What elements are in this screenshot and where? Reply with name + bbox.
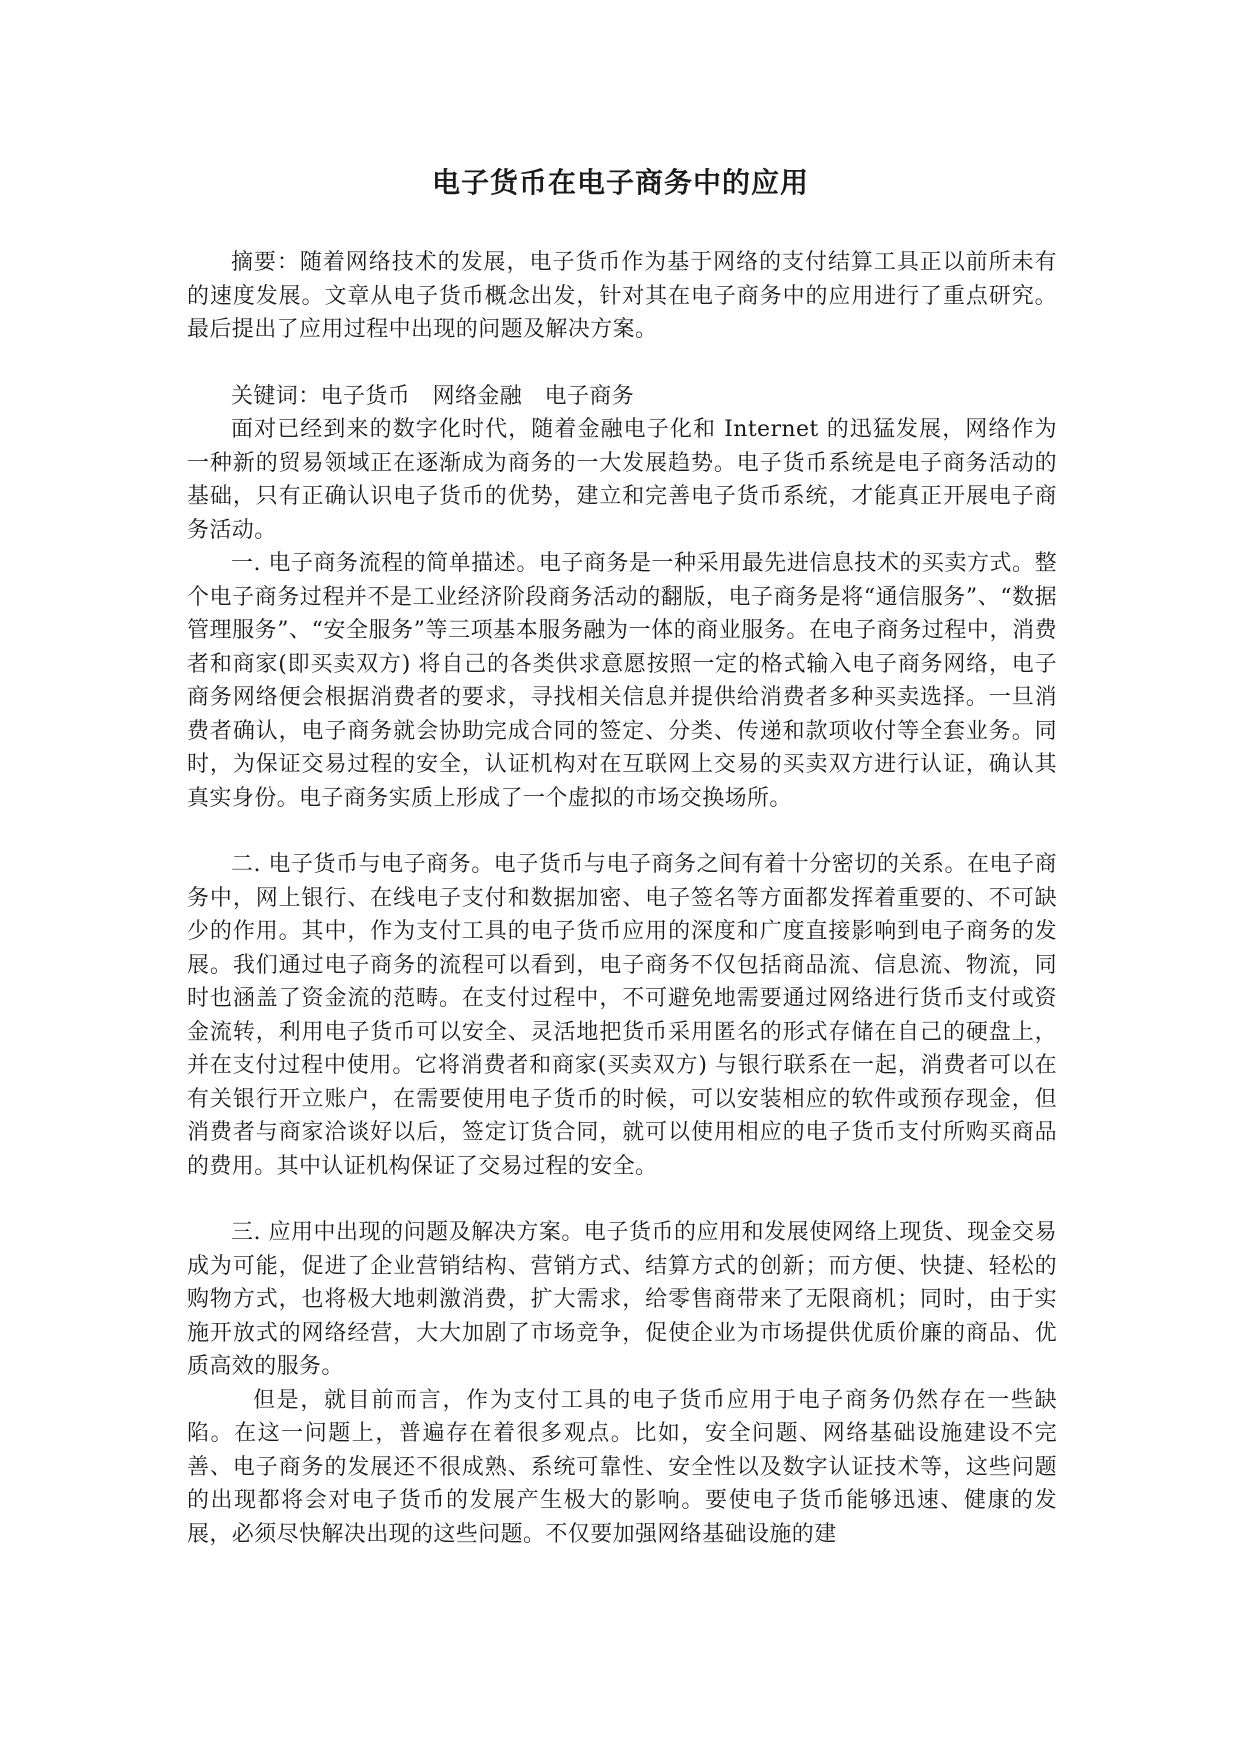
paragraph-gap (187, 815, 1057, 848)
document-body (187, 246, 1057, 1551)
section-3-paragraph: 三. 应用中出现的问题及解决方案。电子货币的应用和发展使网络上现货、现金交易成为可能，促进了企业营销结构、营销方式、结算方式的创新；而方便、快捷、轻松的购物方式，也将极大地刺激消费，扩大需求，给零售商带来了无限商机；同时，由于实施开放式的网络经营，大大加剧了市场竞争，促使企业为市场提供优质价廉的商品、优质高效的服务。 (187, 1220, 1057, 1379)
section-3-continued-paragraph: 但是，就目前而言，作为支付工具的电子货币应用于电子商务仍然存在一些缺陷。在这一问题上，普遍存在着很多观点。比如，安全问题、网络基础设施建设不完善、电子商务的发展还不很成熟、系统可靠性、安全性以及数字认证技术等，这些问题的出现都将会对电子货币的发展产生极大的影响。要使电子货币能够迅速、健康的发展，必须尽快解决出现的这些问题。不仅要加强网络基础设施的建 (187, 1387, 1057, 1547)
intro-paragraph: 面对已经到来的数字化时代，随着金融电子化和 Internet 的迅猛发展，网络作为一种新的贸易领域正在逐渐成为商务的一大发展趋势。电子货币系统是电子商务活动的基础，只有正确认识电子货币的优势，建立和完善电子货币系统，才能真正开展电子商务活动。 (187, 417, 1057, 543)
section-1-paragraph: 一. 电子商务流程的简单描述。电子商务是一种采用最先进信息技术的买卖方式。整个电子商务过程并不是工业经济阶段商务活动的翻版，电子商务是将“通信服务”、“数据管理服务”、“安全服务”等三项基本服务融为一体的商业服务。在电子商务过程中，消费者和商家(即买卖双方) 将自己的各类供求意愿按照一定的格式输入电子商务网络，电子商务网络便会根据消费者的要求，寻找相关信息并提供给消费者多种买卖选择。一旦消费者确认，电子商务就会协助完成合同的签定、分类、传递和款项收付等全套业务。同时，为保证交易过程的安全，认证机构对在互联网上交易的买卖双方进行认证，确认其真实身份。电子商务实质上形成了一个虚拟的市场交换场所。 (187, 551, 1057, 811)
paragraph-gap (187, 1183, 1057, 1216)
document-title: 电子货币在电子商务中的应用 (431, 166, 809, 199)
paragraph-gap (187, 347, 1057, 380)
section-2-paragraph: 二. 电子货币与电子商务。电子货币与电子商务之间有着十分密切的关系。在电子商务中，网上银行、在线电子支付和数据加密、电子签名等方面都发挥着重要的、不可缺少的作用。其中，作为支付工具的电子货币应用的深度和广度直接影响到电子商务的发展。我们通过电子商务的流程可以看到，电子商务不仅包括商品流、信息流、物流，同时也涵盖了资金流的范畴。在支付过程中，不可避免地需要通过网络进行货币支付或资金流转，利用电子货币可以安全、灵活地把货币采用匿名的形式存储在自己的硬盘上，并在支付过程中使用。它将消费者和商家(买卖双方) 与银行联系在一起，消费者可以在有关银行开立账户，在需要使用电子货币的时候，可以安装相应的软件或预存现金，但消费者与商家洽谈好以后，签定订货合同，就可以使用相应的电子货币支付所购买商品的费用。其中认证机构保证了交易过程的安全。 (187, 852, 1057, 1179)
keywords-line: 关键词：电子货币 网络金融 电子商务 (231, 383, 635, 409)
abstract-paragraph: 摘要：随着网络技术的发展，电子货币作为基于网络的支付结算工具正以前所未有的速度发展。文章从电子货币概念出发，针对其在电子商务中的应用进行了重点研究。最后提出了应用过程中出现的问题及解决方案。 (187, 250, 1057, 342)
